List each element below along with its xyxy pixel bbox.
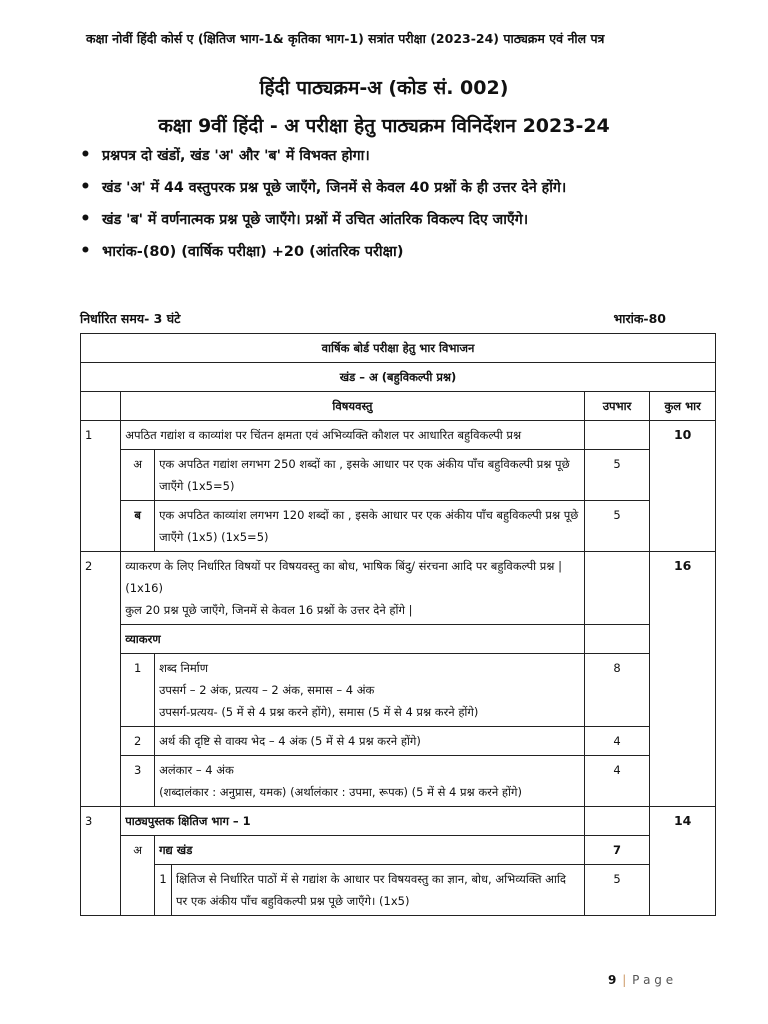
table-cell <box>121 552 584 625</box>
table-cell-line: (शब्दालंकार : अनुप्रास, यमक) (अर्थालंकार : उपमा, रूपक) (5 में से 4 प्रश्न करने होंगे) <box>159 785 522 799</box>
table-cell: एक अपठित गद्यांश लगभग 250 शब्दों का , इसके आधार पर एक अंकीय पाँच बहुविकल्पी प्रश्न पूछे जाएँगे (1x5=5) <box>155 450 585 501</box>
table-cell: अर्थ की दृष्टि से वाक्य भेद – 4 अंक (5 में से 4 प्रश्न करने होंगे) <box>155 727 585 756</box>
table-row-number: 3 <box>81 807 121 916</box>
table-cell-line: अलंकार – 4 अंक <box>159 763 234 777</box>
instruction-item: • खंड 'अ' में 44 वस्तुपरक प्रश्न पूछे जाएँगे, जिनमें से केवल 40 प्रश्नों के ही उत्तर देने होंगे। <box>102 178 758 198</box>
table-cell: गद्य खंड <box>155 836 585 865</box>
instruction-item: • खंड 'ब' में वर्णनात्मक प्रश्न पूछे जाएँगे। प्रश्नों में उचित आंतरिक विकल्प दिए जाएँगे। <box>102 210 758 230</box>
total-marks-column-header: कुल भार <box>650 392 716 421</box>
sub-marks-cell: 5 <box>584 865 650 916</box>
page-footer <box>608 973 673 987</box>
table-cell-line: व्याकरण के लिए निर्धारित विषयों पर विषयवस्तु का बोध, भाषिक बिंदु/ संरचना आदि पर बहुविकल्पी प्रश्न | (1x16) <box>125 559 562 595</box>
table-cell <box>584 421 650 450</box>
section-heading: खंड – अ (बहुविकल्पी प्रश्न) <box>81 363 716 392</box>
sub-marks-cell: 5 <box>584 450 650 501</box>
sub-marks-column-header: उपभार <box>584 392 650 421</box>
syllabus-subtitle: कक्षा 9वीं हिंदी - अ परीक्षा हेतु पाठ्यक्रम विनिर्देशन 2023-24 <box>158 115 610 137</box>
table-heading: वार्षिक बोर्ड परीक्षा हेतु भार विभाजन <box>81 334 716 363</box>
table-cell <box>584 625 650 654</box>
instruction-list <box>80 146 758 274</box>
sub-marks-cell: 4 <box>584 727 650 756</box>
sub-item-label: 1 <box>121 654 155 727</box>
table-cell-line: शब्द निर्माण <box>159 661 209 675</box>
serial-header <box>81 392 121 421</box>
syllabus-title: हिंदी पाठ्यक्रम-अ (कोड सं. 002) <box>259 77 509 99</box>
table-cell <box>584 552 650 625</box>
time-label: निर्धारित समय- 3 घंटे <box>80 311 181 326</box>
sub-marks-cell: 5 <box>584 501 650 552</box>
table-cell: एक अपठित काव्यांश लगभग 120 शब्दों का , इसके आधार पर एक अंकीय पाँच बहुविकल्पी प्रश्न पूछे जाएँगे (1x5) (1x5=5) <box>155 501 585 552</box>
sub-marks-cell: 7 <box>584 836 650 865</box>
sub-item-label: अ <box>121 450 155 501</box>
total-marks-cell: 14 <box>650 807 716 916</box>
table-row-number: 2 <box>81 552 121 807</box>
sub-item-label: अ <box>121 836 155 916</box>
table-cell: अपठित गद्यांश व काव्यांश पर चिंतन क्षमता एवं अभिव्यक्ति कौशल पर आधारित बहुविकल्पी प्रश्न <box>121 421 584 450</box>
table-cell <box>584 807 650 836</box>
marks-label: भारांक-80 <box>613 311 666 326</box>
page-label: P a g e <box>632 973 674 987</box>
table-cell <box>155 654 585 727</box>
instruction-item: • प्रश्नपत्र दो खंडों, खंड 'अ' और 'ब' में विभक्त होगा। <box>102 146 758 166</box>
sub-item-label: 3 <box>121 756 155 807</box>
marks-distribution-table <box>80 333 716 916</box>
total-marks-cell: 10 <box>650 421 716 552</box>
table-cell-line: उपसर्ग-प्रत्यय- (5 में से 4 प्रश्न करने होंगे), समास (5 में से 4 प्रश्न करने होंगे) <box>159 705 479 719</box>
total-marks-cell: 16 <box>650 552 716 807</box>
content-column-header: विषयवस्तु <box>121 392 584 421</box>
sub-item-label: ब <box>121 501 155 552</box>
table-cell-line: कुल 20 प्रश्न पूछे जाएँगे, जिनमें से केवल 16 प्रश्नों के उत्तर देने होंगे | <box>125 603 413 617</box>
table-cell: क्षितिज से निर्धारित पाठों में से गद्यांश के आधार पर विषयवस्तु का ज्ञान, बोध, अभिव्यक्ति आदि पर एक अंकीय पाँच बहुविकल्पी प्रश्न पूछे जाएँगे। (1x5) <box>171 865 584 916</box>
sub-item-label: 2 <box>121 727 155 756</box>
grammar-subheading: व्याकरण <box>121 625 584 654</box>
sub-item-label: 1 <box>155 865 172 916</box>
sub-marks-cell: 8 <box>584 654 650 727</box>
table-cell: पाठ्यपुस्तक क्षितिज भाग – 1 <box>121 807 584 836</box>
page-number: 9 <box>608 973 617 987</box>
table-cell <box>155 756 585 807</box>
table-row-number: 1 <box>81 421 121 552</box>
instruction-item: • भारांक-(80) (वार्षिक परीक्षा) +20 (आंतरिक परीक्षा) <box>102 242 758 262</box>
sub-marks-cell: 4 <box>584 756 650 807</box>
footer-separator: | <box>622 973 627 987</box>
table-cell-line: उपसर्ग – 2 अंक, प्रत्यय – 2 अंक, समास – 4 अंक <box>159 683 375 697</box>
page-header: कक्षा नोवीं हिंदी कोर्स ए (क्षितिज भाग-1& कृतिका भाग-1) सत्रांत परीक्षा (2023-24) पाठ्यक्रम एवं नील पत्र <box>86 31 605 46</box>
